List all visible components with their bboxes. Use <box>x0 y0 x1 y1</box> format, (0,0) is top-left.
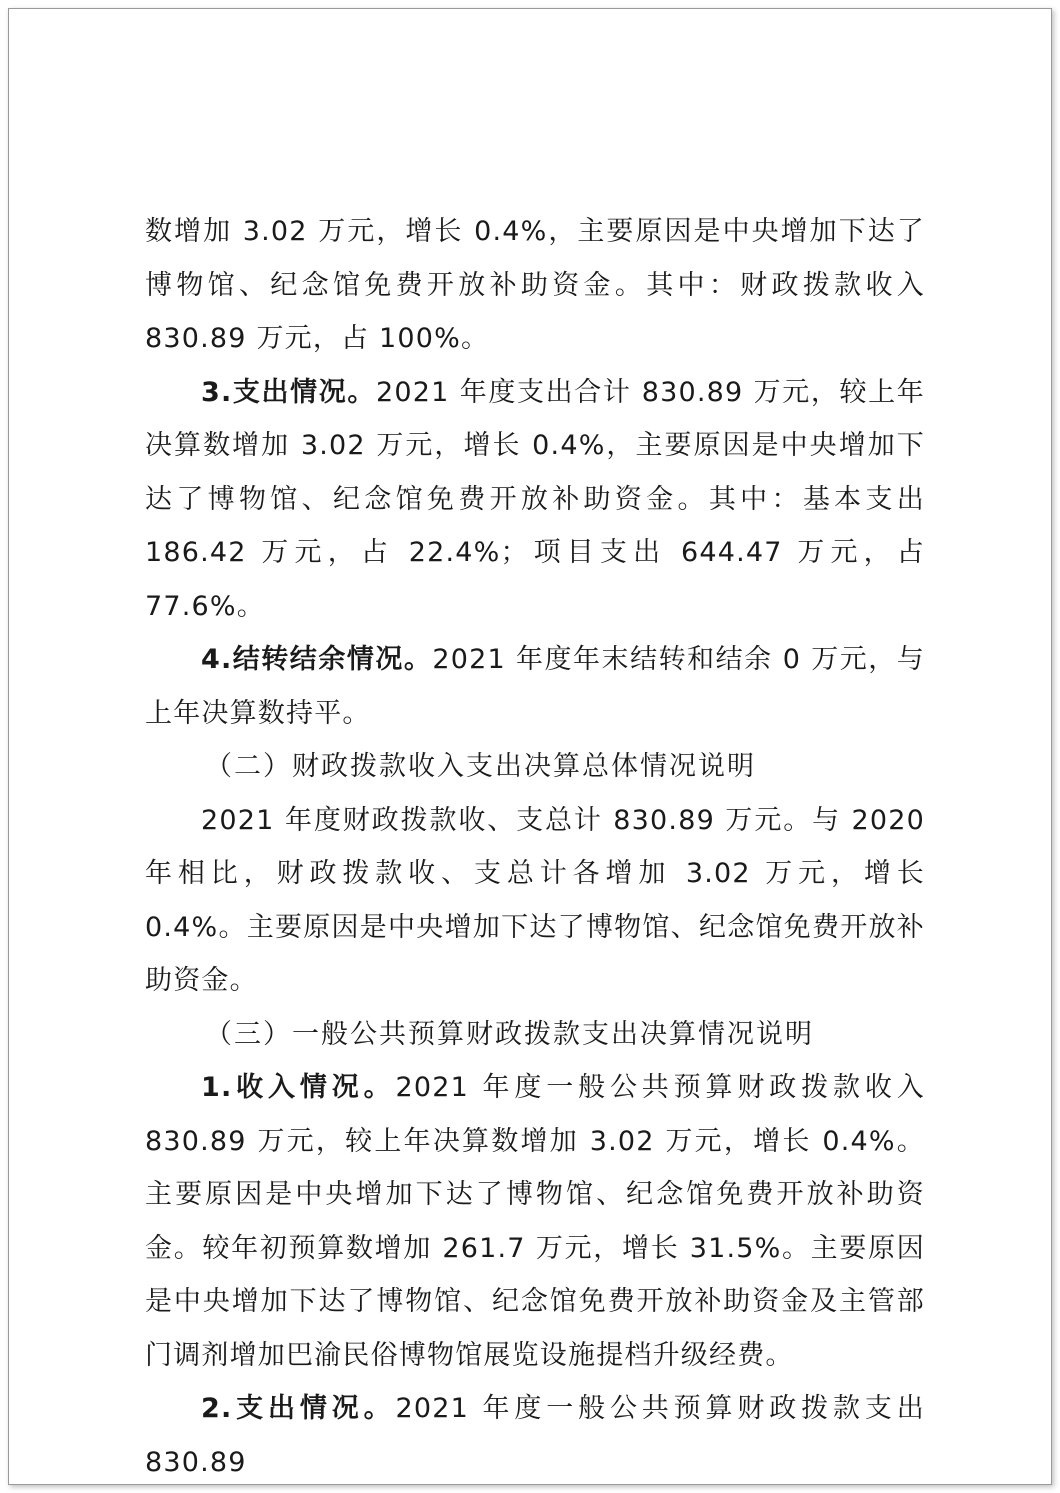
paragraph-carryover <box>145 633 925 740</box>
document-body <box>145 205 925 1489</box>
section-heading-3: （三）一般公共预算财政拨款支出决算情况说明 <box>205 1018 814 1050</box>
paragraph-text: 2021 年度一般公共预算财政拨款收入 830.89 万元，较上年决算数增加 3.02 万元，增长 0.4%。主要原因是中央增加下达了博物馆、纪念馆免费开放补助资金。较年初预算数增加 261.7 万元，增长 31.5%。主要原因是中央增加下达了博物馆、纪念馆免费开放补助资金及主管部门调剂增加巴渝民俗博物馆展览设施提档升级经费。 <box>145 1072 925 1371</box>
paragraph-gp-expenditure <box>145 1382 925 1489</box>
paragraph-lead: 2.支出情况。 <box>201 1393 396 1424</box>
paragraph-lead: 1.收入情况。 <box>201 1072 396 1103</box>
paragraph-gp-income <box>145 1061 925 1382</box>
paragraph-text: 2021 年度支出合计 830.89 万元，较上年决算数增加 3.02 万元，增长 0.4%，主要原因是中央增加下达了博物馆、纪念馆免费开放补助资金。其中：基本支出 186.42 万元，占 22.4%；项目支出 644.47 万元，占 77.6%。 <box>145 376 925 622</box>
paragraph-income-continuation: 数增加 3.02 万元，增长 0.4%，主要原因是中央增加下达了博物馆、纪念馆免费开放补助资金。其中：财政拨款收入 830.89 万元，占 100%。 <box>145 216 925 354</box>
section-heading-2: （二）财政拨款收入支出决算总体情况说明 <box>205 751 756 782</box>
paragraph-expenditure <box>145 366 925 634</box>
paragraph-section-2: 2021 年度财政拨款收、支总计 830.89 万元。与 2020 年相比，财政拨款收、支总计各增加 3.02 万元，增长 0.4%。主要原因是中央增加下达了博物馆、纪念馆免费开放补助资金。 <box>145 804 925 996</box>
paragraph-lead: 4.结转结余情况。 <box>201 644 433 675</box>
paragraph-text: 2021 年度年末结转和结余 0 万元，与上年决算数持平。 <box>145 644 925 729</box>
document-page <box>8 8 1052 1485</box>
paragraph-lead: 3.支出情况。 <box>201 376 377 408</box>
paragraph-text: 2021 年度一般公共预算财政拨款支出 830.89 <box>145 1393 925 1478</box>
